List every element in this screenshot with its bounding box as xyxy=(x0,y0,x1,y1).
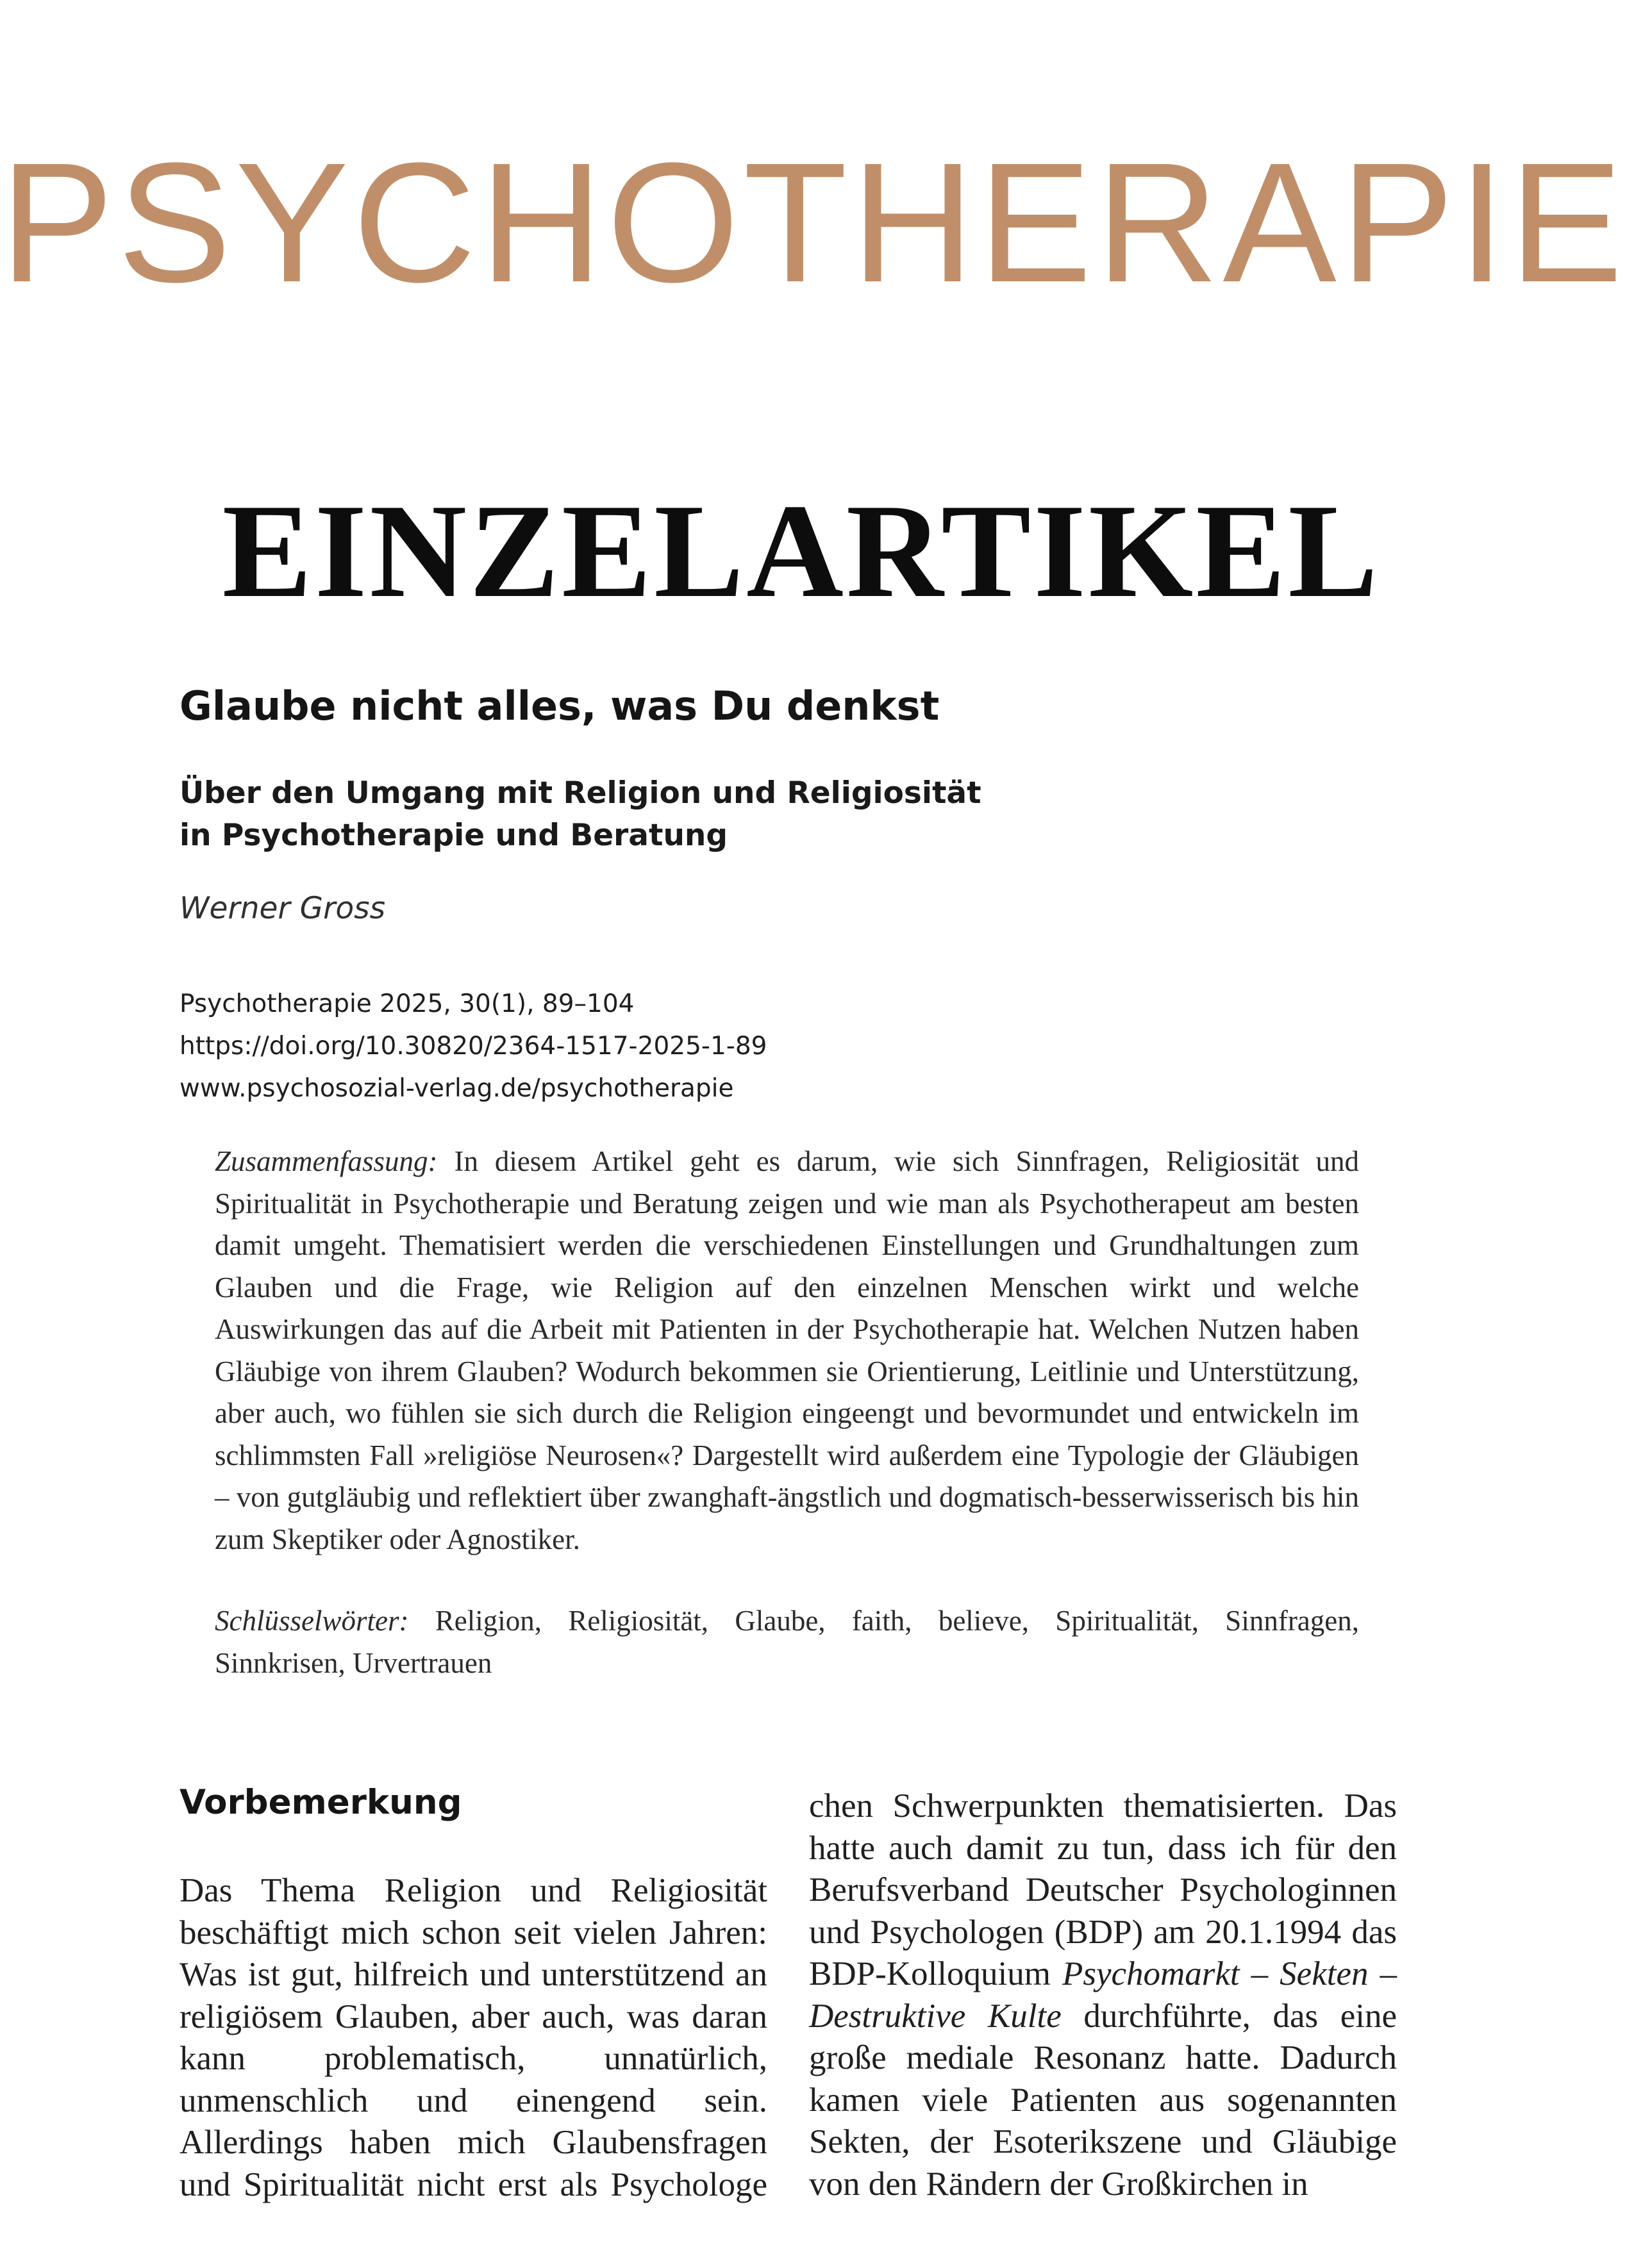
section-heading: Vorbemerkung xyxy=(179,1783,462,1822)
abstract xyxy=(215,1141,1359,1560)
keywords-text: Religion, Religiosität, Glaube, faith, believe, Spiritualität, Sinnfragen, Sinnkrisen, Urvertrauen xyxy=(215,1605,1359,1679)
journal-url-link[interactable]: www.psychosozial-verlag.de/psychotherapie xyxy=(179,1074,734,1103)
abstract-text: In diesem Artikel geht es darum, wie sich Sinnfragen, Religiosität und Spiritualität in Psychotherapie und Beratung zeigen und wie man als Psychotherapeut am besten damit umgeht. Thematisiert werden die verschiedenen Einstellungen und Grundhaltungen zum Glauben und die Frage, wie Religion auf den einzelnen Menschen wirkt und welche Auswirkungen das auf die Arbeit mit Patienten in der Psychotherapie hat. Welchen Nutzen haben Gläubige von ihrem Glauben? Wodurch bekommen sie Orientierung, Leitlinie und Unterstützung, aber auch, wo fühlen sie sich durch die Religion eingeengt und bevormundet und entwickeln im schlimmsten Fall »religiöse Neurosen«? Dargestellt wird außerdem eine Typologie der Gläubigen – von gutgläubig und reflektiert über zwanghaft-ängstlich und dogmatisch-besserwisserisch bis hin zum Skeptiker oder Agnostiker. xyxy=(215,1145,1360,1555)
keywords xyxy=(215,1600,1359,1684)
article-title: Glaube nicht alles, was Du denkst xyxy=(179,683,940,729)
body-text: chen Schwerpunkten thematisierten. Das hatte auch damit zu tun, dass ich für den Berufsverband Deutscher Psychologinnen und Psychologen (BDP) am 20.1.1994 das BDP-Kolloquium xyxy=(809,1787,1397,1992)
doi-link[interactable]: https://doi.org/10.30820/2364-1517-2025-1-89 xyxy=(179,1032,767,1061)
subtitle-line: Über den Umgang mit Religion und Religiosität xyxy=(179,775,981,811)
body-column-left: Das Thema Religion und Religiosität beschäftigt mich schon seit vielen Jahren: Was ist gut, hilfreich und unterstützend an religiösem Glauben, aber auch, was daran kann problematisch, unnatürlich, unmenschlich und einengend sein. Allerdings haben mich Glaubensfragen und Spiritualität nicht erst als Psychologe xyxy=(179,1872,767,2203)
citation-block xyxy=(179,983,767,1110)
body-text-italic: Psychomarkt – Sekten – Destruktive Kulte xyxy=(809,1955,1397,2035)
document-type-heading: EINZELARTIKEL xyxy=(222,477,1381,625)
author-name: Werner Gross xyxy=(179,891,386,926)
page-cutoff xyxy=(0,2205,1603,2268)
body-text: durchführte, das eine große mediale Resonanz hatte. Dadurch kamen viele Patienten aus sogenannten Sekten, der Esoterikszene und Gläubige von den Rändern der Großkirchen in xyxy=(809,1997,1398,2203)
article-subtitle xyxy=(179,772,1269,857)
subtitle-line: in Psychotherapie und Beratung xyxy=(179,818,728,853)
citation: Psychotherapie 2025, 30(1), 89–104 xyxy=(179,989,635,1018)
keywords-label: Schlüsselwörter: xyxy=(215,1605,409,1637)
journal-title: PSYCHOTHERAPIE xyxy=(0,128,1627,318)
body-column-right xyxy=(809,1785,1397,2216)
abstract-label: Zusammenfassung: xyxy=(215,1145,438,1177)
